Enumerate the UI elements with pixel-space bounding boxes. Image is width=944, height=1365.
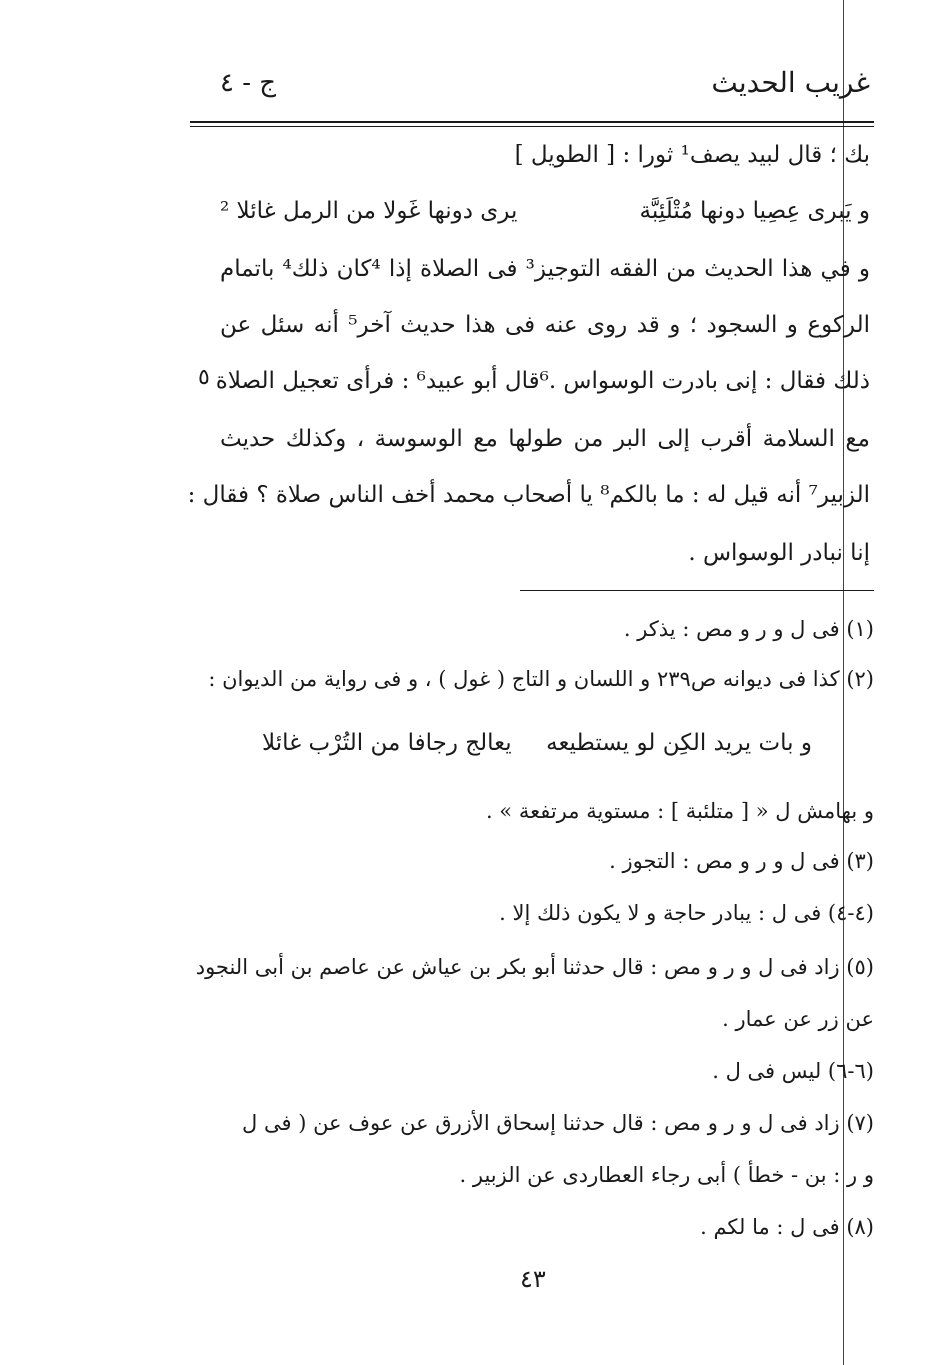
main-line-5: ذلك فقال : إنى بادرت الوسواس .⁶قال أبو عبيد⁶ : فرأى تعجيل الصلاة xyxy=(215,368,870,394)
footnote-2-verse xyxy=(262,728,812,758)
footnote-2-margin-note: و بهامش ل « [ متلئبة ] : مستوية مرتفعة » . xyxy=(485,799,874,823)
fn-verse-left-hemistich: يعالج رجافا من التُرْب غائلا xyxy=(262,730,512,756)
main-line-7: الزبير⁷ أنه قيل له : ما بالكم⁸ يا أصحاب محمد أخف الناس صلاة ؟ فقال : xyxy=(187,482,870,508)
footnote-6: (٦-٦) ليس فى ل . xyxy=(712,1059,874,1083)
footnote-1: (١) فى ل و ر و مص : يذكر . xyxy=(623,617,874,641)
main-line-8: إنا نبادر الوسواس . xyxy=(688,540,870,566)
header-rule-thin xyxy=(190,126,874,127)
page-number: ٤٣ xyxy=(520,1265,546,1293)
main-line-3: و في هذا الحديث من الفقه التوجيز³ فى الصلاة إذا ⁴كان ذلك⁴ باتمام xyxy=(220,256,870,282)
main-line-1: بك ؛ قال لبيد يصف¹ ثورا : [ الطويل ] xyxy=(514,142,870,168)
footnote-7: (٧) زاد فى ل و ر و مص : قال حدثنا إسحاق الأزرق عن عوف عن ( فى ل xyxy=(242,1111,874,1135)
poem-verse xyxy=(220,196,870,226)
footnote-2: (٢) كذا فى ديوانه ص٢٣٩ و اللسان و التاج ( غول ) ، و فى رواية من الديوان : xyxy=(208,667,874,691)
line-marker: ٥ xyxy=(198,365,210,390)
footnote-3: (٣) فى ل و ر و مص : التجوز . xyxy=(609,849,874,873)
main-line-4: الركوع و السجود ؛ و قد روى عنه فى هذا حديث آخر⁵ أنه سئل عن xyxy=(220,312,870,338)
header-rule-thick xyxy=(190,121,874,123)
footnote-5: (٥) زاد فى ل و ر و مص : قال حدثنا أبو بكر بن عياش عن عاصم بن أبى النجود xyxy=(195,955,874,979)
book-title: غريب الحديث xyxy=(711,66,870,99)
main-line-6: مع السلامة أقرب إلى البر من طولها مع الوسوسة ، وكذلك حديث xyxy=(220,426,870,452)
volume-label: ج - ٤ xyxy=(220,68,277,98)
fn-verse-right-hemistich: و بات يريد الكِن لو يستطيعه xyxy=(546,730,812,756)
page-header xyxy=(190,62,870,112)
footnote-8: (٨) فى ل : ما لكم . xyxy=(700,1215,874,1239)
footnote-4: (٤-٤) فى ل : يبادر حاجة و لا يكون ذلك إلا . xyxy=(499,901,874,925)
verse-left-hemistich: يرى دونها غَولا من الرمل غائلا ² xyxy=(220,198,518,224)
footnote-separator xyxy=(520,590,874,591)
verse-right-hemistich: و يَبرى عِصِيا دونها مُتْلَئِبَّة xyxy=(639,198,870,224)
footnote-7-cont: و ر : بن - خطأ ) أبى رجاء العطاردى عن الزبير . xyxy=(459,1163,874,1187)
footnote-5-cont: عن زر عن عمار . xyxy=(722,1007,874,1031)
